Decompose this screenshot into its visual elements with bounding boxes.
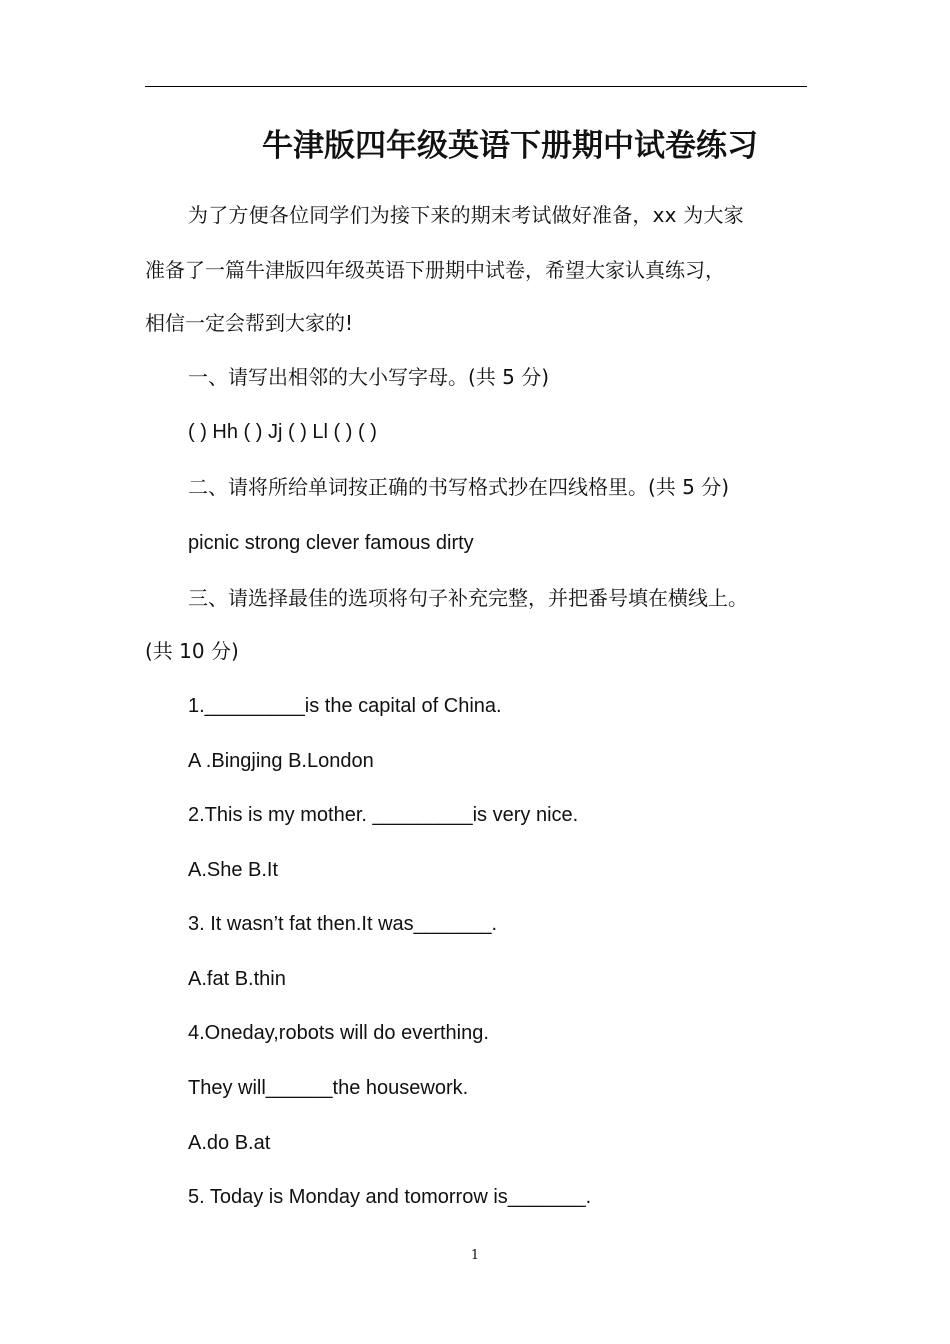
- section1-heading: 一、请写出相邻的大小写字母。(共 5 分): [188, 365, 550, 389]
- header-rule: [145, 86, 807, 87]
- section1-content: ( ) Hh ( ) Jj ( ) Ll ( ) ( ): [188, 421, 377, 443]
- page-number: 1: [470, 1248, 480, 1263]
- section2-content: picnic strong clever famous dirty: [188, 532, 474, 554]
- question-1: 1._________is the capital of China.: [188, 695, 502, 717]
- question-4-line-2: They will______the housework.: [188, 1077, 469, 1099]
- question-3: 3. It wasn’t fat then.It was_______.: [188, 913, 498, 935]
- section2-heading: 二、请将所给单词按正确的书写格式抄在四线格里。(共 5 分): [188, 475, 730, 499]
- section3-heading-line-1: 三、请选择最佳的选项将句子补充完整，并把番号填在横线上。: [188, 586, 748, 610]
- question-1-options: A .Bingjing B.London: [188, 750, 374, 772]
- intro-line-3: 相信一定会帮到大家的!: [145, 311, 354, 335]
- question-4: 4.Oneday,robots will do everthing.: [188, 1022, 489, 1044]
- question-4-options: A.do B.at: [188, 1132, 271, 1154]
- intro-line-2: 准备了一篇牛津版四年级英语下册期中试卷，希望大家认真练习，: [145, 258, 725, 282]
- section3-heading-line-2: (共 10 分): [145, 639, 239, 663]
- question-3-options: A.fat B.thin: [188, 968, 286, 990]
- intro-line-1: 为了方便各位同学们为接下来的期末考试做好准备，xx 为大家: [188, 203, 744, 227]
- question-2: 2.This is my mother. _________is very nice.: [188, 804, 579, 826]
- question-2-options: A.She B.It: [188, 859, 279, 881]
- question-5: 5. Today is Monday and tomorrow is_______.: [188, 1186, 592, 1208]
- document-title: 牛津版四年级英语下册期中试卷练习: [262, 128, 758, 164]
